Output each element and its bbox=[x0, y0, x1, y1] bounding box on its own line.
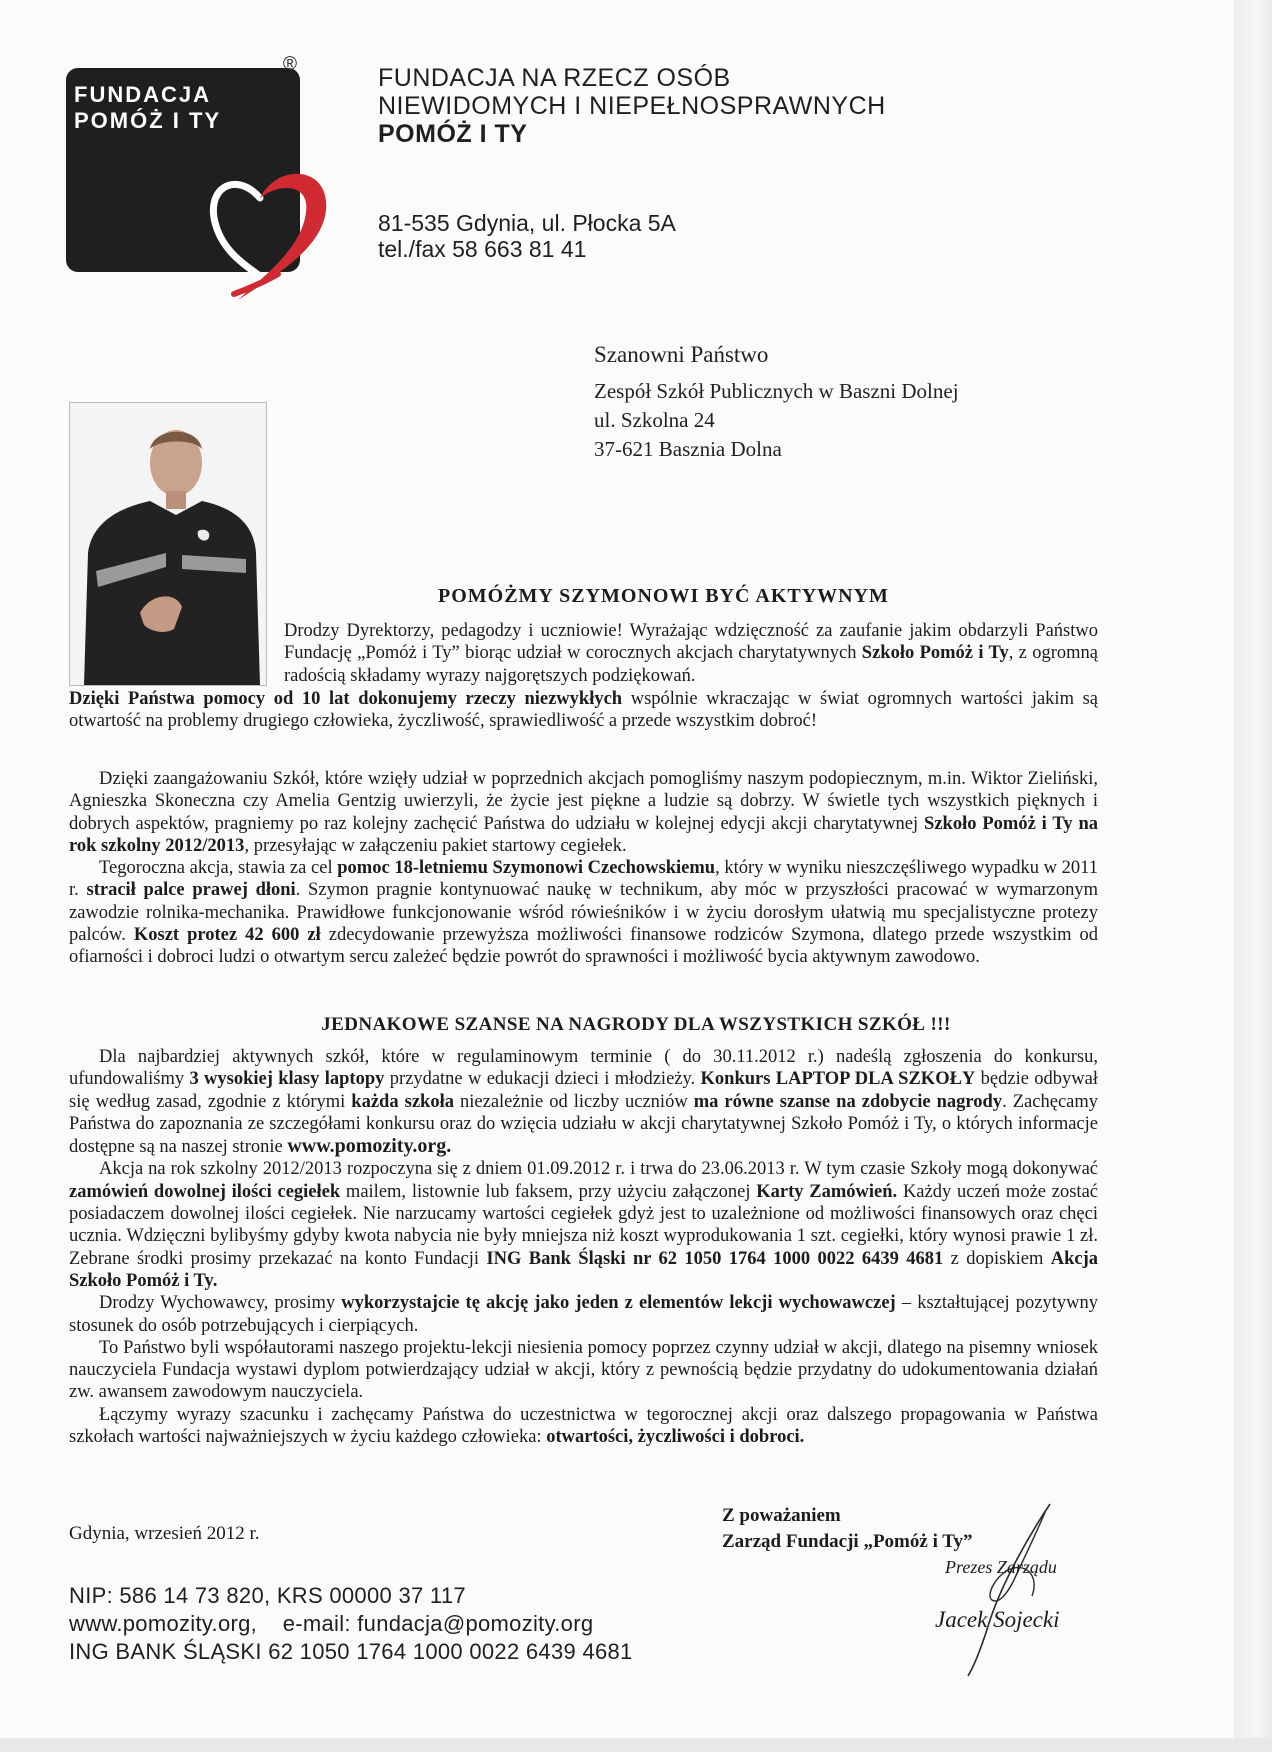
p4-text-c: przydatne w edukacji dzieci i młodzieży. bbox=[384, 1069, 701, 1090]
intro-paragraph bbox=[284, 620, 1098, 687]
logo-line-2: POMÓŻ I TY bbox=[74, 108, 222, 133]
p1-highlight: Dzięki Państwa pomocy od 10 lat dokonujemy rzeczy niezwykłych bbox=[69, 689, 623, 709]
equal-chances-headline: JEDNAKOWE SZANSE NA NAGRODY DLA WSZYSTKICH SZKÓŁ !!! bbox=[321, 1014, 951, 1035]
p4-contest-name: Konkurs LAPTOP DLA SZKOŁY bbox=[700, 1069, 976, 1090]
p2-text-a: Dzięki zaangażowaniu Szkół, które wzięły udział w poprzednich akcjach pomogliśmy naszym podopiecznym, m.in. Wiktor Zieliński, Agnieszka Skoneczna czy Amelia Gentzig uwierzyli, że życie jest piękne a ludzie są dobrzy. W świetle tych wszystkich pięknych i dobrych aspektów, pragniemy po raz kolejny zachęcić Państwa do udziału w kolejnej edycji akcji charytatywnej bbox=[69, 769, 1098, 834]
p1-campaign-name: Szkoło Pomóż i Ty bbox=[861, 643, 1009, 664]
registered-mark: ® bbox=[283, 54, 297, 75]
logo-line-1: FUNDACJA bbox=[74, 82, 211, 107]
p5-text-e: Każdy uczeń może zostać posiadaczem dowolnej ilości cegiełek. Nie narzucamy wartości cegiełek gdyż jest to uzależnione od możliwości finansowych oraz chęci ucznia. Wdzięczni bylibyśmy gdyby kwota nabycia nie były mniejsza niż koszt wyprodukowania 1 szt. cegiełki, który wynosi prawie 1 zł. Zebrane środki prosimy przekazać na konto Fundacji bbox=[69, 1181, 1098, 1269]
org-name-line-2: NIEWIDOMYCH I NIEPEŁNOSPRAWNYCH bbox=[378, 92, 886, 120]
scan-edge bbox=[1234, 0, 1272, 1752]
organization-name bbox=[378, 64, 886, 148]
p6-request: wykorzystajcie tę akcję jako jeden z elementów lekcji wychowawczej bbox=[341, 1293, 896, 1314]
p5-transfer-title: Akcja Szkoło Pomóż i Ty. bbox=[69, 1248, 1098, 1291]
heart-icon bbox=[198, 148, 338, 308]
body-section-2 bbox=[69, 1046, 1098, 1448]
salutation: Szanowni Państwo bbox=[594, 342, 769, 367]
place-and-date: Gdynia, wrzesień 2012 r. bbox=[69, 1523, 260, 1544]
paragraph-5 bbox=[69, 1158, 1098, 1292]
p3-cost: Koszt protez 42 600 zł bbox=[133, 925, 321, 946]
p4-text-i: . Zachęcamy Państwa do zapoznania ze szczegółami konkursu oraz do wzięcia udziału w akcji charytatywnej Szkoło Pomóż i Ty, o których informacje dostępne są na naszej stronie bbox=[69, 1091, 1099, 1158]
org-name-line-1: FUNDACJA NA RZECZ OSÓB bbox=[378, 64, 731, 92]
p5-text-c: mailem, listownie lub faksem, przy użyciu załączonej bbox=[340, 1181, 757, 1202]
p1-text-c: , z ogromną radością składamy wyrazy najgorętszych podziękowań. bbox=[284, 643, 1098, 686]
paragraph-4 bbox=[69, 1046, 1098, 1158]
footer-contact: www.pomozity.org, e-mail: fundacja@pomozity.org bbox=[69, 1611, 594, 1636]
p5-bank-account: ING Bank Śląski nr 62 1050 1764 1000 0022 6439 4681 bbox=[486, 1248, 944, 1269]
p4-each-school: każda szkoła bbox=[351, 1091, 454, 1112]
org-phone: tel./fax 58 663 81 41 bbox=[378, 236, 587, 262]
paragraph-2 bbox=[69, 768, 1098, 857]
scan-bottom-edge bbox=[0, 1738, 1272, 1752]
addressee-block bbox=[594, 340, 959, 464]
p5-text-g: z dopiskiem bbox=[943, 1248, 1051, 1269]
p3-text-e: . Szymon pragnie kontynuować naukę w technikum, aby móc w przyszłości pracować w wymarzonym zawodzie rolnika-mechanika. Prawidłowe funkcjonowanie wśród rówieśników i w życiu dorosłym ułatwią mu specjalistyczne protezy palców. bbox=[69, 880, 1098, 946]
addressee-name: Zespół Szkół Publicznych w Baszni Dolnej bbox=[594, 379, 959, 403]
p2-campaign-year: Szkoło Pomóż i Ty na rok szkolny 2012/2013 bbox=[69, 813, 1098, 856]
p5-text-a: Akcja na rok szkolny 2012/2013 rozpoczyna się z dniem 01.09.2012 r. i trwa do 23.06.2013 r. W tym czasie Szkoły mogą dokonywać bbox=[99, 1159, 1098, 1180]
p2-text-c: , przesyłając w załączeniu pakiet startowy cegiełek. bbox=[244, 835, 627, 856]
p4-laptops: 3 wysokiej klasy laptopy bbox=[189, 1069, 385, 1090]
intro-paragraph-continued bbox=[69, 688, 1098, 733]
p1-text-e: wspólnie wkraczając w świat ogromnych wartości jakim są otwartość na problemy drugiego człowieka, życzliwość, sprawiedliwość a przede wszystkim dobroć! bbox=[69, 689, 1098, 732]
p8-values: otwartości, życzliwości i dobroci. bbox=[546, 1427, 805, 1448]
logo-text bbox=[74, 82, 221, 134]
p4-equal-chances: ma równe szanse na zdobycie nagrody bbox=[693, 1091, 1003, 1112]
p3-text-a: Tegoroczna akcja, stawia za cel bbox=[99, 858, 338, 879]
footer bbox=[69, 1582, 633, 1666]
paragraph-6 bbox=[69, 1292, 1098, 1337]
footer-ids: NIP: 586 14 73 820, KRS 00000 37 117 bbox=[69, 1583, 466, 1608]
regards-line-2: Zarząd Fundacji „Pomóż i Ty” bbox=[722, 1531, 973, 1552]
p6-text-a: Drodzy Wychowawcy, prosimy bbox=[99, 1293, 342, 1314]
website-link[interactable]: www.pomozity.org. bbox=[287, 1135, 452, 1158]
p4-text-e: będzie odbywał się według zasad, zgodnie z którymi bbox=[69, 1069, 1098, 1112]
boy-photo-illustration bbox=[70, 403, 266, 685]
org-name-line-3: POMÓŻ I TY bbox=[378, 120, 528, 148]
p8-text-a: Łączymy wyrazy szacunku i zachęcamy Państwa do uczestnictwa w tegorocznej akcji oraz dalszego propagowania w Państwa szkołach wartości najważniejszych w życiu każdego człowieka: bbox=[69, 1404, 1098, 1448]
paragraph-8 bbox=[69, 1404, 1098, 1449]
p5-orders: zamówień dowolnej ilości cegiełek bbox=[69, 1181, 341, 1202]
paragraph-1 bbox=[284, 620, 1098, 687]
organization-address bbox=[378, 210, 676, 262]
p4-text-a: Dla najbardziej aktywnych szkół, które w regulaminowym terminie ( do 30.11.2012 r.) nadeślą zgłoszenia do konkursu, ufundowaliśmy bbox=[69, 1047, 1098, 1090]
letter-title: POMÓŻMY SZYMONOWI BYĆ AKTYWNYM bbox=[438, 585, 889, 607]
p3-text-g: zdecydowanie przewyższa możliwości finansowe rodziców Szymona, dlatego przede wszystkim od ofiarności i dobroci ludzi o otwartym sercu zależeć będzie powrót do sprawności i możliwość bycia aktywnym zawodowo. bbox=[69, 925, 1098, 968]
beneficiary-photo bbox=[69, 402, 267, 686]
paragraph-7: To Państwo byli współautorami naszego projektu-lekcji niesienia pomocy poprzez czynny udział w akcji, dlatego na pisemny wniosek nauczyciela Fundacja wystawi dyplom potwierdzający udział w akcji, który z pewnością będzie przydatny do udokumentowania działań zw. awansem zawodowym nauczyciela. bbox=[69, 1337, 1098, 1403]
p6-text-c: – kształtującej pozytywny stosunek do osób potrzebujących i cierpiących. bbox=[69, 1293, 1098, 1336]
body-section-1 bbox=[69, 768, 1098, 969]
addressee-city: 37-621 Basznia Dolna bbox=[594, 437, 782, 461]
paragraph-3 bbox=[69, 857, 1098, 968]
p3-text-c: , który w wyniku nieszczęśliwego wypadku w 2011 r. bbox=[69, 858, 1098, 901]
paragraph-1-continued bbox=[69, 688, 1098, 733]
p4-text-g: niezależnie od liczby uczniów bbox=[453, 1091, 694, 1112]
p1-text-a: Drodzy Dyrektorzy, pedagodzy i uczniowie! Wyrażając wdzięczność za zaufanie jakim obdarzyli Państwo Fundację „Pomóż i Ty” biorąc udział w corocznych akcjach charytatywnych bbox=[284, 621, 1098, 664]
footer-bank: ING BANK ŚLĄSKI 62 1050 1764 1000 0022 6439 4681 bbox=[69, 1639, 633, 1664]
p3-beneficiary: pomoc 18-letniemu Szymonowi Czechowskiemu bbox=[337, 858, 716, 879]
p3-injury: stracił palce prawej dłoni bbox=[86, 880, 296, 901]
addressee-street: ul. Szkolna 24 bbox=[594, 408, 715, 432]
signer-name: Jacek Sojecki bbox=[935, 1607, 1060, 1632]
regards-line-1: Z poważaniem bbox=[722, 1505, 841, 1526]
signature-scribble bbox=[928, 1500, 1098, 1680]
signer-role: Prezes Zarządu bbox=[945, 1557, 1057, 1577]
p5-order-card: Karty Zamówień. bbox=[756, 1181, 898, 1202]
org-street: 81-535 Gdynia, ul. Płocka 5A bbox=[378, 210, 676, 236]
